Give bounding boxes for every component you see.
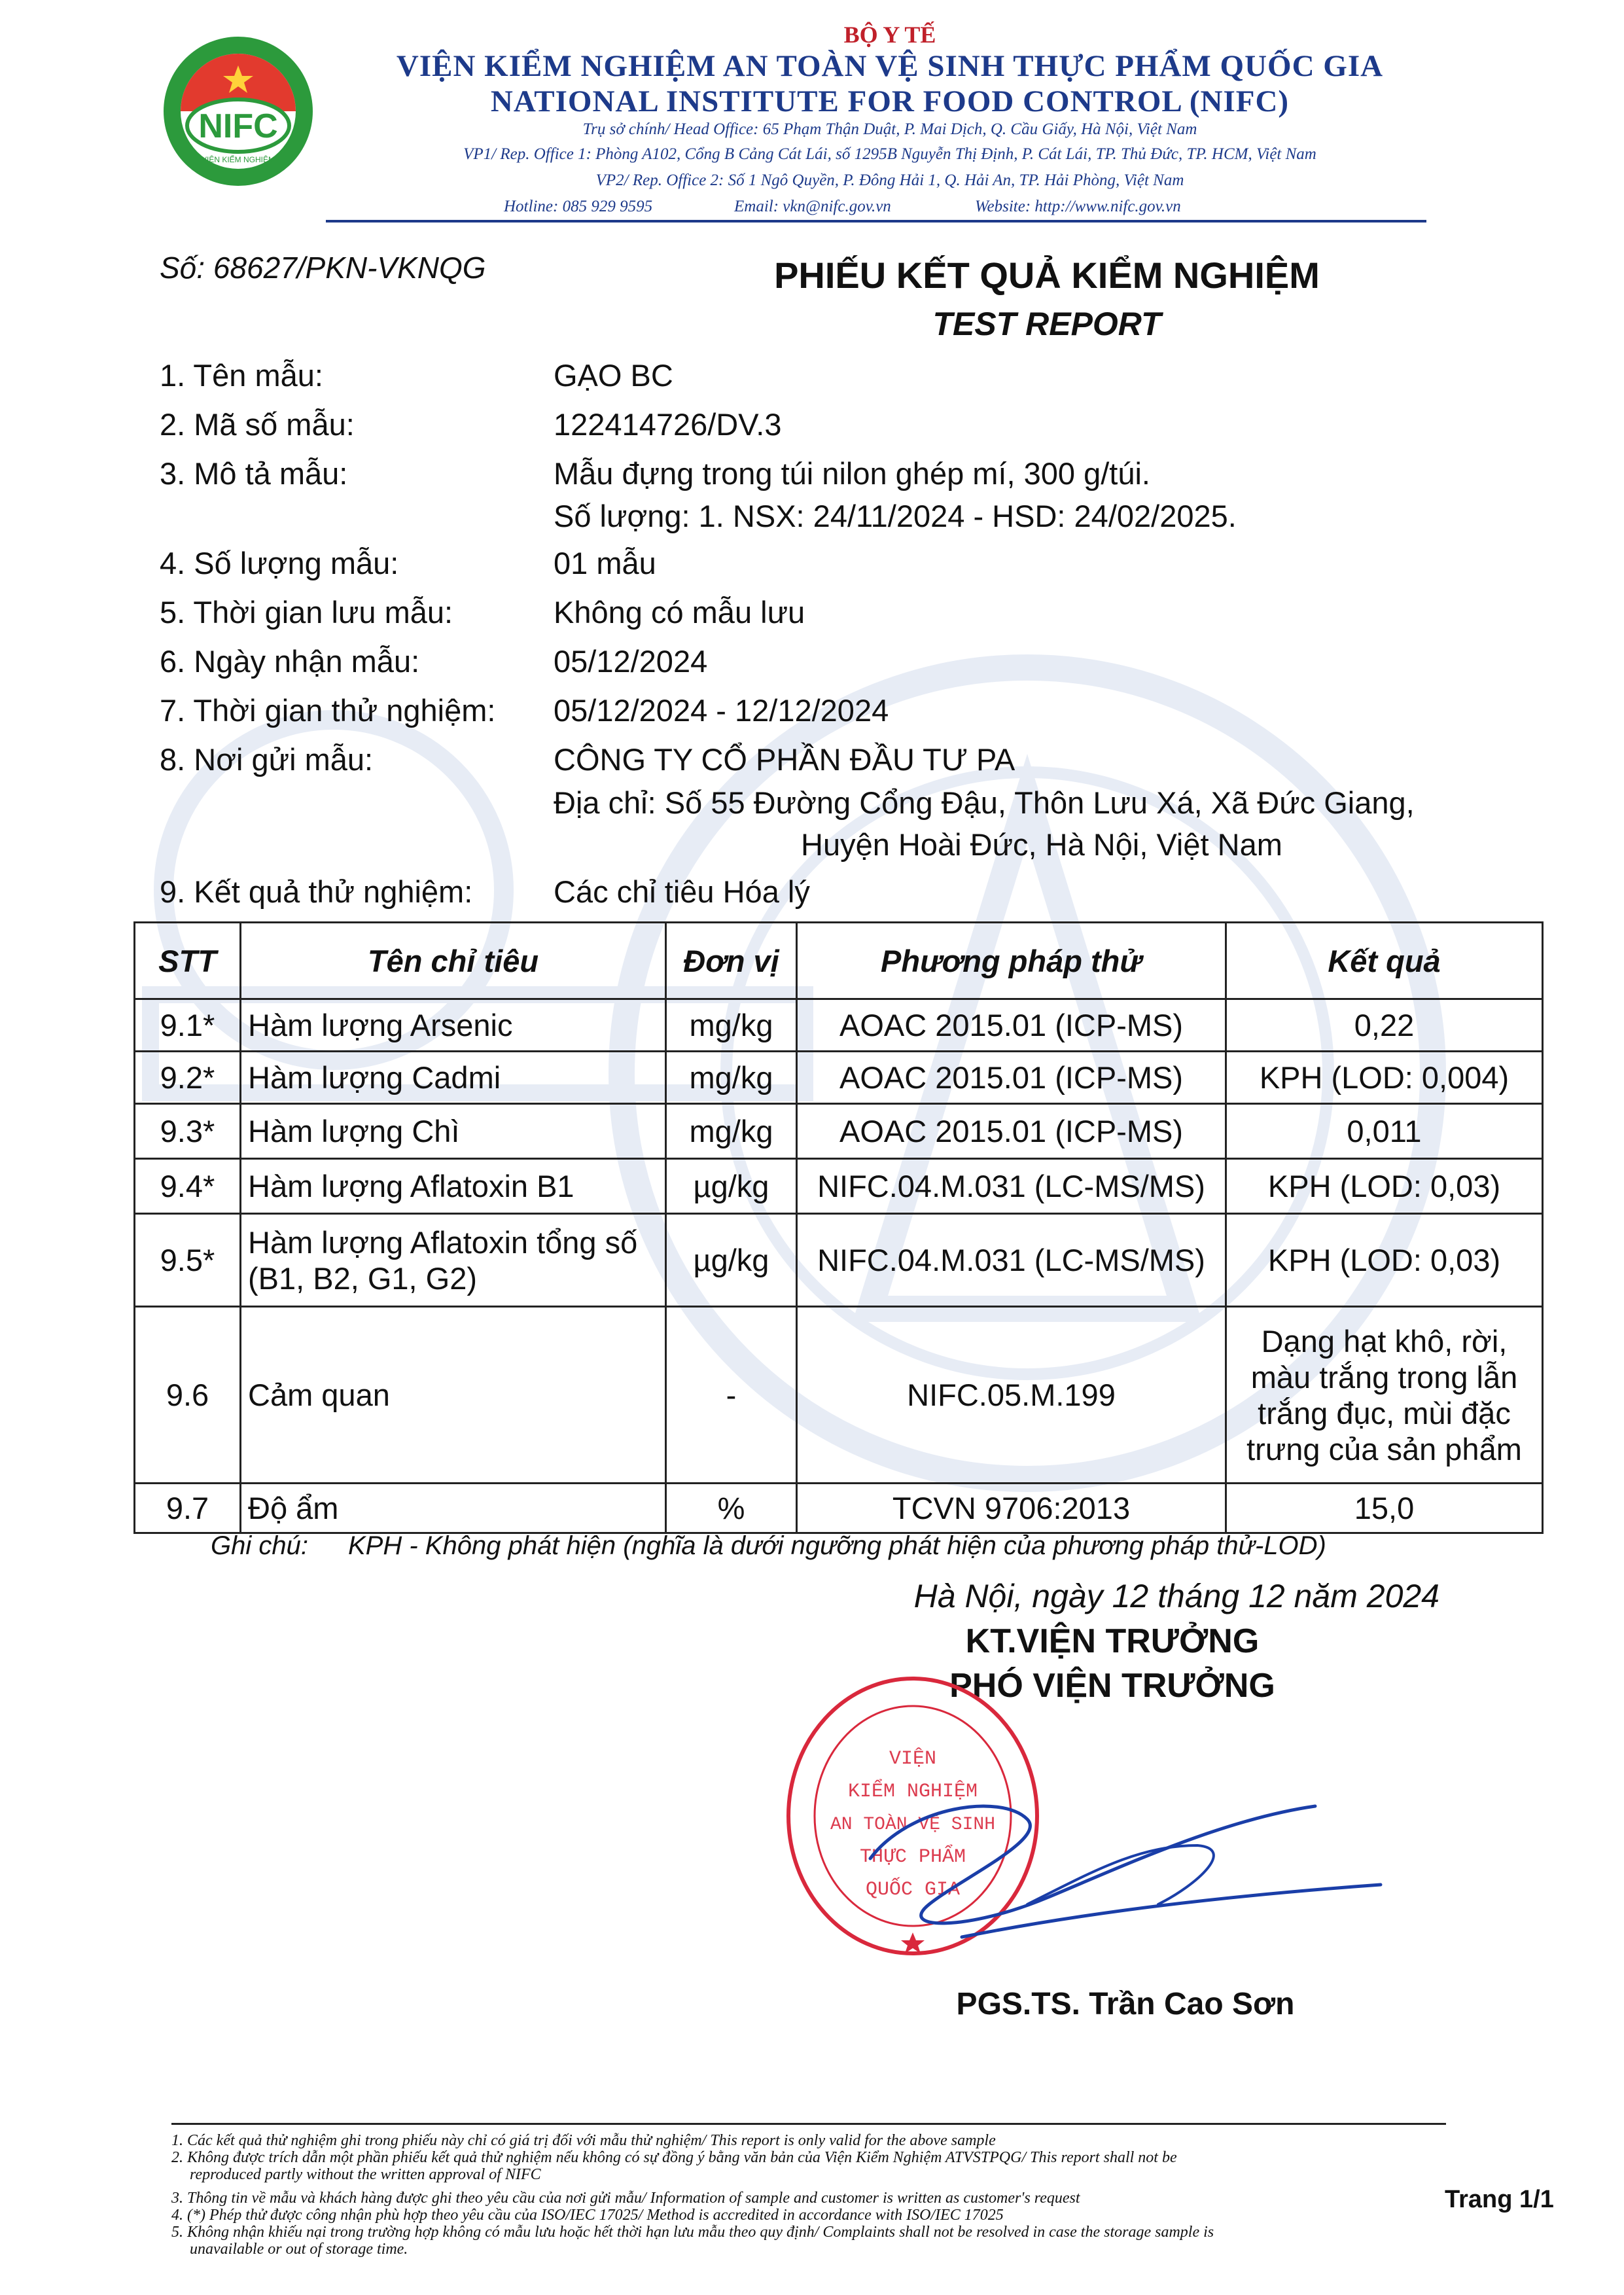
sample-code: 122414726/DV.3: [554, 407, 782, 442]
footer-note-2-cont: reproduced partly without the written approval of NIFC: [190, 2166, 541, 2183]
row-stt: 9.4*: [135, 1159, 241, 1214]
footer-note-2: 2. Không được trích dẫn một phần phiếu kết quả thử nghiệm nếu không có sự đồng ý bằng văn bản của Viện Kiểm Nghiệm ATVSTPQG/ This report shall not be: [171, 2149, 1177, 2166]
handwritten-signature: [831, 1767, 1407, 1963]
row-stt: 9.2*: [135, 1052, 241, 1104]
footer-divider: [171, 2123, 1446, 2125]
report-subtitle: TEST REPORT: [932, 306, 1161, 342]
retention: Không có mẫu lưu: [554, 595, 805, 630]
col-header-unit: Đơn vị: [666, 923, 797, 999]
seal-line-3: AN TOÀN VỆ SINH: [830, 1815, 996, 1835]
seal-line-5: QUỐC GIA: [865, 1879, 961, 1901]
header-divider: [326, 220, 1426, 222]
row-result: KPH (LOD: 0,03): [1226, 1214, 1543, 1307]
received-date: 05/12/2024: [554, 644, 708, 679]
description-line2: Số lượng: 1. NSX: 24/11/2024 - HSD: 24/02/2025.: [554, 499, 1237, 533]
table-row: [135, 1307, 1543, 1484]
row-result: KPH (LOD: 0,004): [1226, 1052, 1543, 1104]
table-row: [135, 1159, 1543, 1214]
page-number: Trang 1/1: [1445, 2186, 1554, 2213]
results-type: Các chỉ tiêu Hóa lý: [554, 874, 810, 909]
row-stt: 9.3*: [135, 1104, 241, 1159]
row-method: NIFC.05.M.199: [797, 1307, 1226, 1484]
test-period-label: 7. Thời gian thử nghiệm:: [160, 693, 496, 728]
website: Website: http://www.nifc.gov.vn: [975, 198, 1181, 215]
received-date-label: 6. Ngày nhận mẫu:: [160, 644, 420, 679]
test-period: 05/12/2024 - 12/12/2024: [554, 693, 889, 728]
ministry-name: BỘ Y TẾ: [843, 22, 936, 48]
signature-title-line1: KT.VIỆN TRƯỞNG: [965, 1622, 1260, 1660]
sender-address-line1: Địa chỉ: Số 55 Đường Cổng Đậu, Thôn Lưu Xá, Xã Đức Giang,: [554, 785, 1415, 820]
row-name: Cảm quan: [241, 1307, 666, 1484]
sender-label: 8. Nơi gửi mẫu:: [160, 742, 374, 777]
rep-office-1-address: VP1/ Rep. Office 1: Phòng A102, Cổng B Cảng Cát Lái, số 1295B Nguyễn Thị Định, P. Cát Lái, TP. Thủ Đức, TP. HCM, Việt Nam: [463, 145, 1316, 163]
results-label: 9. Kết quả thử nghiệm:: [160, 874, 473, 909]
col-header-name: Tên chỉ tiêu: [241, 923, 666, 999]
row-stt: 9.5*: [135, 1214, 241, 1307]
row-method: TCVN 9706:2013: [797, 1484, 1226, 1533]
rep-office-2-address: VP2/ Rep. Office 2: Số 1 Ngô Quyền, P. Đông Hải 1, Q. Hải An, TP. Hải Phòng, Việt Nam: [595, 171, 1184, 189]
row-name: Hàm lượng Chì: [241, 1104, 666, 1159]
sample-name-label: 1. Tên mẫu:: [160, 358, 323, 393]
logo-text: NIFC: [198, 107, 278, 145]
row-result: 0,22: [1226, 999, 1543, 1052]
row-method: AOAC 2015.01 (ICP-MS): [797, 1052, 1226, 1104]
row-name: Hàm lượng Aflatoxin B1: [241, 1159, 666, 1214]
seal-line-1: VIỆN: [889, 1748, 937, 1770]
table-row: [135, 1052, 1543, 1104]
table-row: [135, 1104, 1543, 1159]
sender-address-line2: Huyện Hoài Đức, Hà Nội, Việt Nam: [801, 827, 1282, 862]
sample-name: GẠO BC: [554, 358, 673, 393]
row-result: Dạng hạt khô, rời, màu trắng trong lẫn trắng đục, mùi đặc trưng của sản phẩm: [1226, 1307, 1543, 1484]
row-unit: µg/kg: [666, 1159, 797, 1214]
results-table: [133, 921, 1544, 1534]
table-row: [135, 1214, 1543, 1307]
note-label: Ghi chú:: [211, 1531, 308, 1560]
row-stt: 9.7: [135, 1484, 241, 1533]
retention-label: 5. Thời gian lưu mẫu:: [160, 595, 453, 630]
row-unit: mg/kg: [666, 999, 797, 1052]
table-row: [135, 1484, 1543, 1533]
row-name: Hàm lượng Arsenic: [241, 999, 666, 1052]
report-title: PHIẾU KẾT QUẢ KIỂM NGHIỆM: [774, 255, 1320, 296]
row-name: Hàm lượng Cadmi: [241, 1052, 666, 1104]
note-text: KPH - Không phát hiện (nghĩa là dưới ngưỡng phát hiện của phương pháp thử-LOD): [348, 1531, 1326, 1560]
row-unit: mg/kg: [666, 1052, 797, 1104]
footer-note-4: 4. (*) Phép thử được công nhận phù hợp theo yêu cầu của ISO/IEC 17025/ Method is accredited in accordance with ISO/IEC 17025: [171, 2207, 1004, 2224]
col-header-stt: STT: [135, 923, 241, 999]
hotline: Hotline: 085 929 9595: [504, 198, 653, 215]
signature-title-line2: PHÓ VIỆN TRƯỞNG: [949, 1667, 1275, 1705]
logo-ring-text: VIỆN KIỂM NGHIỆM: [201, 155, 275, 164]
row-method: NIFC.04.M.031 (LC-MS/MS): [797, 1214, 1226, 1307]
signature-date: Hà Nội, ngày 12 tháng 12 năm 2024: [913, 1578, 1439, 1614]
row-method: NIFC.04.M.031 (LC-MS/MS): [797, 1159, 1226, 1214]
footer-note-1: 1. Các kết quả thử nghiệm ghi trong phiếu này chỉ có giá trị đối với mẫu thử nghiệm/ This report is only valid for the above sample: [171, 2132, 996, 2149]
col-header-result: Kết quả: [1226, 923, 1543, 999]
sample-code-label: 2. Mã số mẫu:: [160, 407, 355, 442]
institute-name-en: NATIONAL INSTITUTE FOR FOOD CONTROL (NIFC): [490, 84, 1290, 118]
row-stt: 9.1*: [135, 999, 241, 1052]
description-line1: Mẫu đựng trong túi nilon ghép mí, 300 g/túi.: [554, 456, 1150, 491]
row-result: KPH (LOD: 0,03): [1226, 1159, 1543, 1214]
col-header-method: Phương pháp thử: [797, 923, 1226, 999]
seal-line-2: KIỂM NGHIỆM: [847, 1781, 978, 1803]
footer-note-3: 3. Thông tin về mẫu và khách hàng được ghi theo yêu cầu của nơi gửi mẫu/ Information of sample and customer is written as customer's request: [171, 2190, 1080, 2207]
row-stt: 9.6: [135, 1307, 241, 1484]
quantity-label: 4. Số lượng mẫu:: [160, 546, 399, 580]
footer-note-5: 5. Không nhận khiếu nại trong trường hợp không có mẫu lưu hoặc hết thời hạn lưu mẫu theo quy định/ Complaints shall not be resolved in case the storage sample is: [171, 2224, 1214, 2241]
row-unit: %: [666, 1484, 797, 1533]
row-unit: mg/kg: [666, 1104, 797, 1159]
head-office-address: Trụ sở chính/ Head Office: 65 Phạm Thận Duật, P. Mai Dịch, Q. Cầu Giấy, Hà Nội, Việt Nam: [582, 120, 1197, 138]
row-name: Hàm lượng Aflatoxin tổng số (B1, B2, G1, G2): [241, 1214, 666, 1307]
sender-name: CÔNG TY CỔ PHẦN ĐẦU TƯ PA: [554, 742, 1015, 777]
row-unit: µg/kg: [666, 1214, 797, 1307]
row-name: Độ ẩm: [241, 1484, 666, 1533]
row-method: AOAC 2015.01 (ICP-MS): [797, 999, 1226, 1052]
seal-line-4: THỰC PHẨM: [859, 1846, 966, 1868]
row-unit: -: [666, 1307, 797, 1484]
report-number: Số: 68627/PKN-VKNQG: [160, 251, 486, 285]
row-method: AOAC 2015.01 (ICP-MS): [797, 1104, 1226, 1159]
quantity: 01 mẫu: [554, 546, 656, 580]
signer-name: PGS.TS. Trần Cao Sơn: [956, 1987, 1295, 2021]
row-result: 15,0: [1226, 1484, 1543, 1533]
footer-note-5-cont: unavailable or out of storage time.: [190, 2241, 408, 2258]
description-label: 3. Mô tả mẫu:: [160, 456, 348, 491]
row-result: 0,011: [1226, 1104, 1543, 1159]
email: Email: vkn@nifc.gov.vn: [734, 198, 891, 215]
table-header-row: [135, 923, 1543, 999]
table-row: [135, 999, 1543, 1052]
institute-name-vn: VIỆN KIỂM NGHIỆM AN TOÀN VỆ SINH THỰC PHẨM QUỐC GIA: [396, 49, 1384, 83]
nifc-logo: [160, 33, 317, 190]
